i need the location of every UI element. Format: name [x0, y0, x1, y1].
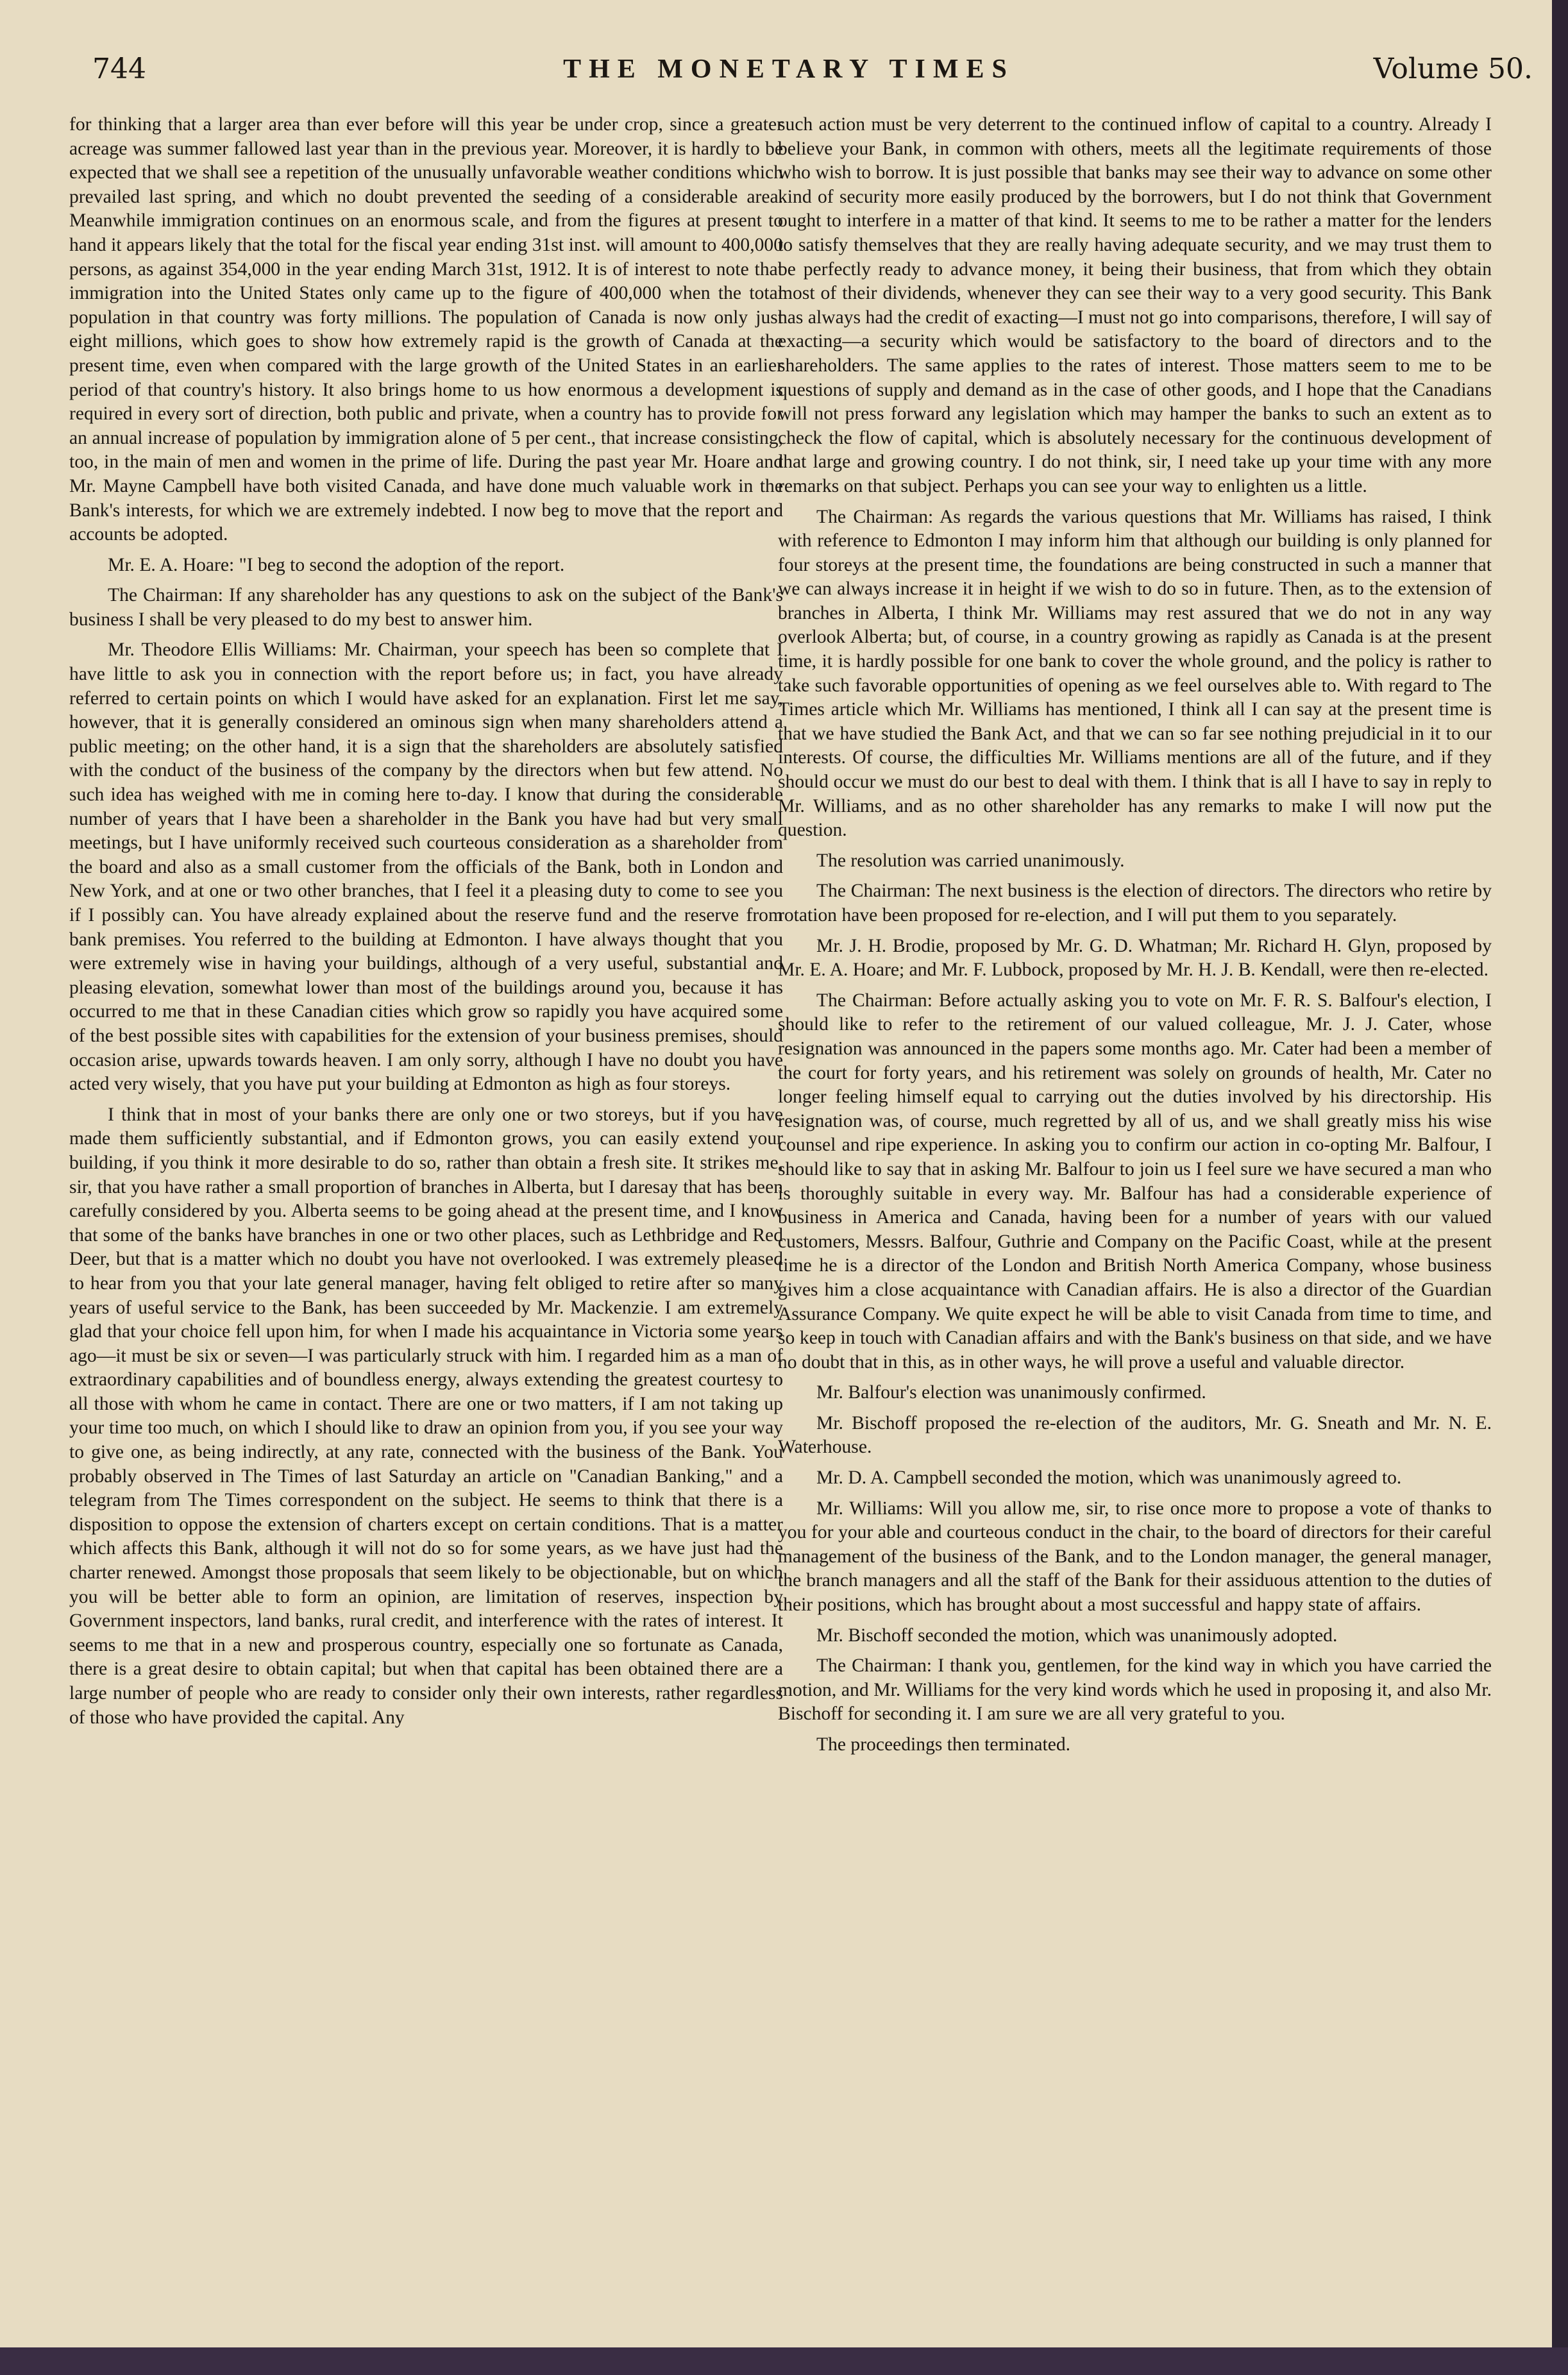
paragraph: The Chairman: I thank you, gentlemen, for the kind way in which you have carried the motion, and Mr. Williams for the very kind words which he used in proposing it, and also Mr. Bischoff for seconding it. I am sure we are all very grateful to you.: [778, 1655, 1492, 1725]
paragraph: Mr. J. H. Brodie, proposed by Mr. G. D. Whatman; Mr. Richard H. Glyn, proposed by Mr. E. A. Hoare; and Mr. F. Lubbock, proposed by Mr. H. J. B. Kendall, were then re-elected.: [778, 935, 1492, 981]
page-header: [45, 53, 1533, 97]
page-background-edge: [0, 2347, 1568, 2375]
volume-label: Volume 50.: [1373, 53, 1533, 85]
paragraph: Mr. Theodore Ellis Williams: Mr. Chairman, your speech has been so complete that I have little to ask you in connection with the report before us; in fact, you have already referred to certain points on which I would have asked for an explanation. First let me say, however, that it is generally considered an ominous sign when many shareholders attend a public meeting; on the other hand, it is a sign that the shareholders are absolutely satisfied with the conduct of the business of the company by the directors when but few attend. No such idea has weighed with me in coming here to-day. I know that during the considerable number of years that I have been a shareholder in the Bank you have had but very small meetings, but I have uniformly received such courteous consideration as a shareholder from the board and also as a small customer from the officials of the Bank, both in London and New York, and at one or two other branches, that I feel it a pleasing duty to come to see you if I possibly can. You have already explained about the reserve fund and the reserve from bank premises. You referred to the building at Edmonton. I have always thought that you were extremely wise in having your buildings, although of a very useful, substantial and pleasing elevation, somewhat lower than most of the buildings around you, because it has occurred to me that in these Canadian cities which grow so rapidly you have acquired some of the best possible sites with capabilities for the extension of your business premises, should occasion arise, upwards towards heaven. I am only sorry, although I have no doubt you have acted very wisely, that you have put your building at Edmonton as high as four storeys.: [69, 639, 783, 1095]
paragraph: Mr. Bischoff proposed the re-election of the auditors, Mr. G. Sneath and Mr. N. E. Waterhouse.: [778, 1412, 1492, 1458]
paragraph: Mr. E. A. Hoare: "I beg to second the adoption of the report.: [108, 554, 565, 575]
paragraph: Mr. Williams: Will you allow me, sir, to rise once more to propose a vote of thanks to you for your able and courteous conduct in the chair, to the board of directors for their careful management of the business of the Bank, and to the London manager, the general manager, the branch managers and all the staff of the Bank for their assiduous attention to the duties of their positions, which has brought about a most successful and happy state of affairs.: [778, 1498, 1492, 1616]
page-number: 744: [92, 53, 146, 85]
right-column: [778, 113, 1492, 1764]
paragraph: for thinking that a larger area than ever before will this year be under crop, since a greater acreage was summer fallowed last year than in the previous year. Moreover, it is hardly to be expected that we shall see a repetition of the unusually unfavorable weather conditions which prevailed last spring, and which no doubt prevented the seeding of a considerable area. Meanwhile immigration continues on an enormous scale, and from the figures at present to hand it appears likely that the total for the fiscal year ending 31st inst. will amount to 400,000 persons, as against 354,000 in the year ending March 31st, 1912. It is of interest to note that immigration into the United States only came up to the figure of 400,000 when the total population in that country was forty millions. The population of Canada is now only just eight millions, which goes to show how extremely rapid is the growth of Canada at the present time, even when compared with the large growth of the United States in an earlier period of that country's history. It also brings home to us how enormous a development is required in every sort of direction, both public and private, when a country has to provide for an annual increase of population by immigration alone of 5 per cent., that increase consisting, too, in the main of men and women in the prime of life. During the past year Mr. Hoare and Mr. Mayne Campbell have both visited Canada, and have done much valuable work in the Bank's interests, for which we are extremely indebted. I now beg to move that the report and accounts be adopted.: [69, 114, 783, 545]
paragraph: Mr. D. A. Campbell seconded the motion, which was unanimously agreed to.: [816, 1467, 1402, 1489]
paragraph: I think that in most of your banks there are only one or two storeys, but if you have made them sufficiently substantial, and if Edmonton grows, you can easily extend your building, if you think it more desirable to do so, rather than obtain a fresh site. It strikes me, sir, that you have rather a small proportion of branches in Alberta, but I daresay that has been carefully considered by you. Alberta seems to be going ahead at the present time, and I know that some of the banks have branches in one or two other places, such as Lethbridge and Red Deer, but that is a matter which no doubt you have not overlooked. I was extremely pleased to hear from you that your late general manager, having felt obliged to retire after so many years of useful service to the Bank, has been succeeded by Mr. Mackenzie. I am extremely glad that your choice fell upon him, for when I made his acquaintance in Victoria some years ago—it must be six or seven—I was particularly struck with him. I regarded him as a man of extraordinary capabilities and of boundless energy, always extending the greatest courtesy to all those with whom he came in contact. There are one or two matters, if I am not taking up your time too much, on which I should like to draw an opinion from you, if you see your way to give one, as being indirectly, at any rate, connected with the business of the Bank. You probably observed in The Times of last Saturday an article on "Canadian Banking," and a telegram from The Times correspondent on the subject. He seems to think that there is a disposition to oppose the extension of charters except on certain conditions. That is a matter which affects this Bank, although it will not do so for some years, as we have just had the charter renewed. Amongst those proposals that seem likely to be objectionable, but on which you will be better able to form an opinion, are limitation of reserves, inspection by Government inspectors, land banks, rural credit, and interference with the rates of interest. It seems to me that in a new and prosperous country, especially one so fortunate as Canada, there is a great desire to obtain capital; but when that capital has been obtained there are a large number of people who are ready to consider only their own interests, rather regardless of those who have provided the capital. Any: [69, 1104, 783, 1728]
paragraph: The Chairman: Before actually asking you to vote on Mr. F. R. S. Balfour's election, I should like to refer to the retirement of our valued colleague, Mr. J. J. Cater, whose resignation was announced in the papers some months ago. Mr. Cater had been a member of the court for forty years, and his retirement was solely on grounds of health, Mr. Cater no longer feeling himself equal to carrying out the duties involved by his directorship. His resignation was, of course, much regretted by all of us, and we shall greatly miss his wise counsel and ripe experience. In asking you to confirm our action in co-opting Mr. Balfour, I should like to say that in asking Mr. Balfour to join us I feel sure we have secured a man who is thoroughly suitable in every way. Mr. Balfour has had a considerable experience of business in America and Canada, having been for a number of years with our valued customers, Messrs. Balfour, Guthrie and Company on the Pacific Coast, while at the present time he is a director of the London and British North America Company, whose business gives him a close acquaintance with Canadian affairs. He is also a director of the Guardian Assurance Company. We quite expect he will be able to visit Canada from time to time, and so keep in touch with Canadian affairs and with the Bank's business on that side, and we have no doubt that in this, as in other ways, he will prove a useful and valuable director.: [778, 990, 1492, 1373]
paragraph: The Chairman: As regards the various questions that Mr. Williams has raised, I think with reference to Edmonton I may inform him that although our building is only planned for four storeys at the present time, the foundations are being constructed in such a manner that we can always increase it in height if we wish to do so in future. Then, as to the extension of branches in Alberta, I think Mr. Williams may rest assured that we do not in any way overlook Alberta; but, of course, in a country growing as rapidly as Canada is at the present time, it is hardly possible for one bank to cover the whole ground, and the policy is rather to take such favorable opportunities of opening as we feel ourselves able to. With regard to The Times article which Mr. Williams has mentioned, I think all I can say at the present time is that we have studied the Bank Act, and that we can so far see nothing prejudicial in it to our interests. Of course, the difficulties Mr. Williams mentions are all of the future, and if they should occur we must do our best to deal with them. I think that is all I have to say in reply to Mr. Williams, and as no other shareholder has any remarks to make I will now put the question.: [778, 506, 1492, 841]
journal-title: THE MONETARY TIMES: [563, 55, 1015, 84]
paragraph: Mr. Balfour's election was unanimously confirmed.: [816, 1382, 1206, 1403]
paragraph: such action must be very deterrent to the continued inflow of capital to a country. Already I believe your Bank, in common with others, meets all the legitimate requirements of those who wish to borrow. It is just possible that banks may see their way to advance on some other kind of security more easily produced by the borrowers, but I do not think that Government ought to interfere in a matter of that kind. It seems to me to be rather a matter for the lenders to satisfy themselves that they are really having adequate security, and we may trust them to be perfectly ready to advance money, it being their business, that from which they obtain most of their dividends, whenever they can see their way to a very good security. This Bank has always had the credit of exacting—I must not go into comparisons, therefore, I will say of exacting—a security which would be satisfactory to the board of directors and to the shareholders. The same applies to the rates of interest. Those matters seem to me to be questions of supply and demand as in the case of other goods, and I hope that the Canadians will not press forward any legislation which may hamper the banks to such an extent as to check the flow of capital, which is absolutely necessary for the continuous development of that large and growing country. I do not think, sir, I need take up your time with any more remarks on that subject. Perhaps you can see your way to enlighten us a little.: [778, 114, 1492, 496]
closing-line: The proceedings then terminated.: [816, 1734, 1071, 1755]
paragraph: Mr. Bischoff seconded the motion, which was unanimously adopted.: [816, 1625, 1338, 1646]
paragraph: The Chairman: If any shareholder has any questions to ask on the subject of the Bank's business I shall be very pleased to do my best to answer him.: [69, 585, 783, 630]
paragraph: The Chairman: The next business is the election of directors. The directors who retire by rotation have been proposed for re-election, and I will put them to you separately.: [778, 881, 1492, 925]
paragraph: The resolution was carried unanimously.: [816, 850, 1125, 871]
left-column: [69, 113, 783, 1736]
